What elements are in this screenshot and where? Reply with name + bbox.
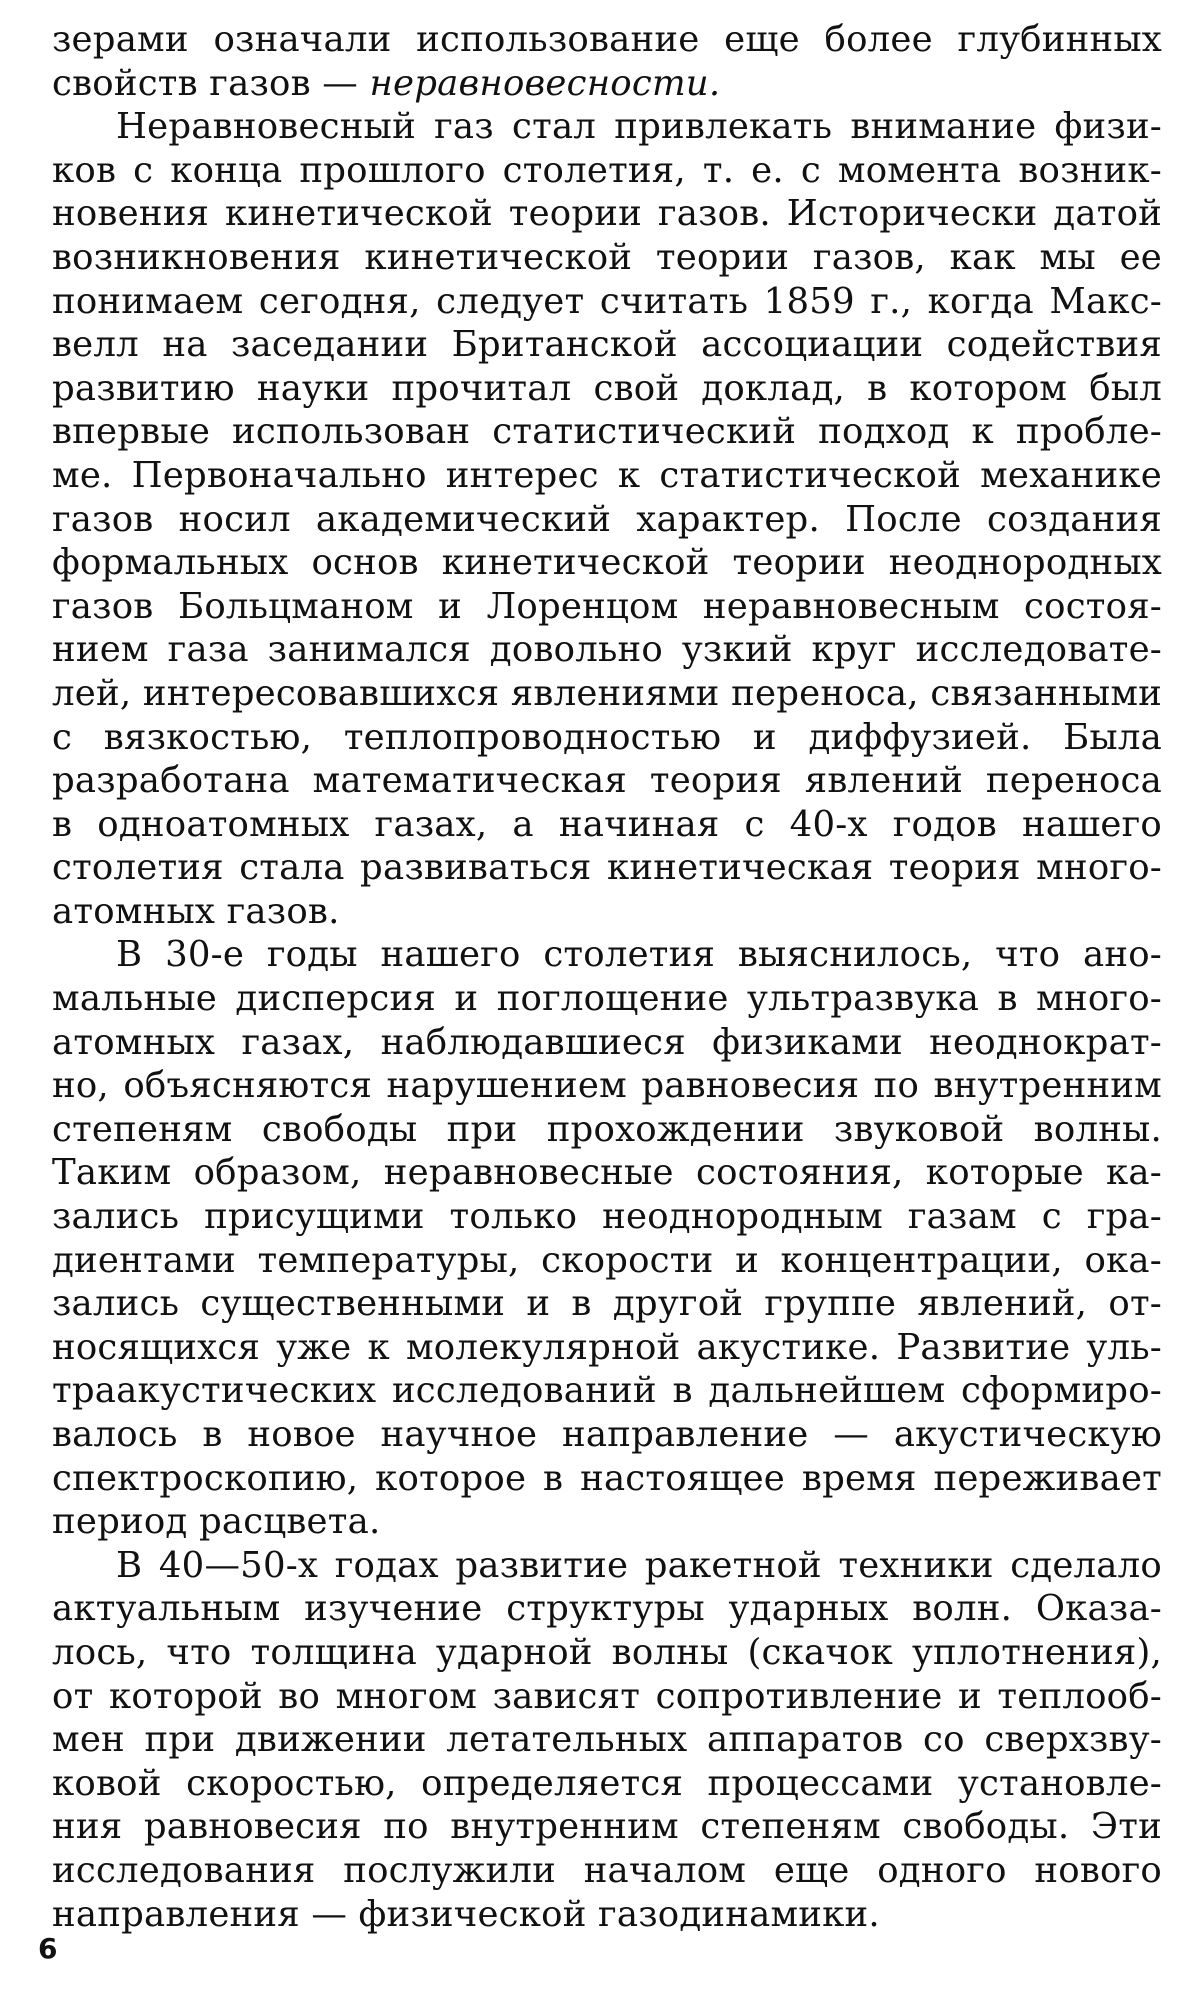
text-line: зались присущими только неоднородным газам с гра- <box>52 1196 1162 1238</box>
paragraph-1 <box>52 18 1162 105</box>
text-line: В 30-е годы нашего столетия выяснилось, что ано- <box>116 934 1162 976</box>
text-line: газов носил академический характер. После создания <box>52 498 1162 540</box>
text-line: в одноатомных газах, а начиная с 40-х годов нашего <box>52 803 1162 845</box>
text-line: мен при движении летательных аппаратов со сверхзву- <box>52 1719 1162 1761</box>
text-line: степеням свободы при прохождении звуковой волны. <box>52 1108 1162 1150</box>
text-line: Таким образом, неравновесные состояния, которые ка- <box>52 1152 1162 1194</box>
text-line: период расцвета. <box>52 1501 381 1543</box>
text-line: ков с конца прошлого столетия, т. е. с момента возник- <box>52 149 1162 191</box>
text-line: новения кинетической теории газов. Исторически датой <box>52 193 1162 235</box>
text-line: валось в новое научное направление — акустическую <box>52 1414 1162 1455</box>
text-line: нием газа занимался довольно узкий круг исследовате- <box>52 629 1162 671</box>
text-line: с вязкостью, теплопроводностью и диффузией. Была <box>52 716 1162 758</box>
text-line: направления — физической газодинамики. <box>52 1893 880 1935</box>
page-number: 6 <box>38 1932 58 1965</box>
text-line-lead: свойств газов — <box>52 62 370 104</box>
text-line: ме. Первоначально интерес к статистической механике <box>52 454 1162 496</box>
text-line: траакустических исследований в дальнейшем сформиро- <box>52 1370 1162 1412</box>
text-line <box>52 62 1162 106</box>
text-line: атомных газах, наблюдавшиеся физиками неоднократ- <box>52 1021 1162 1063</box>
italic-term: неравновесности. <box>369 62 721 104</box>
text-line: формальных основ кинетической теории неоднородных <box>52 542 1162 584</box>
paragraph-2 <box>52 105 1162 933</box>
text-line: впервые использован статистический подход к пробле- <box>52 411 1162 453</box>
text-line: исследования послужили началом еще одного нового <box>52 1849 1162 1891</box>
text-line: велл на заседании Британской ассоциации содействия <box>52 324 1162 366</box>
text-line: возникновения кинетической теории газов, как мы ее <box>52 236 1162 278</box>
paragraph-4 <box>52 1544 1162 1936</box>
text-line: зерами означали использование еще более глубинных <box>52 19 1162 60</box>
text-line: газов Больцманом и Лоренцом неравновесным состоя- <box>52 585 1162 627</box>
text-line: понимаем сегодня, следует считать 1859 г., когда Макс- <box>52 280 1162 322</box>
text-line: В 40—50-х годах развитие ракетной техники сделало <box>116 1544 1162 1586</box>
text-line: атомных газов. <box>52 890 340 932</box>
text-line: спектроскопию, которое в настоящее время переживает <box>52 1457 1162 1499</box>
text-line: от которой во многом зависят сопротивление и теплооб- <box>52 1675 1162 1717</box>
page-body <box>52 18 1162 1936</box>
text-line: зались существенными и в другой группе явлений, от- <box>52 1283 1162 1325</box>
text-line: актуальным изучение структуры ударных волн. Оказа- <box>52 1588 1162 1630</box>
text-line: развитию науки прочитал свой доклад, в котором был <box>52 367 1162 409</box>
text-line: но, объясняются нарушением равновесия по внутренним <box>52 1065 1162 1107</box>
paragraph-3 <box>52 933 1162 1543</box>
text-line: лось, что толщина ударной волны (скачок уплотнения), <box>52 1631 1162 1673</box>
text-line: Неравновесный газ стал привлекать внимание физи- <box>116 106 1162 148</box>
text-line: мальные дисперсия и поглощение ультразвука в много- <box>52 978 1162 1020</box>
text-line: столетия стала развиваться кинетическая теория много- <box>52 847 1162 889</box>
text-line: ковой скоростью, определяется процессами установле- <box>52 1762 1162 1804</box>
text-line: ния равновесия по внутренним степеням свободы. Эти <box>52 1806 1162 1848</box>
text-line: носящихся уже к молекулярной акустике. Развитие уль- <box>52 1326 1162 1368</box>
text-line: диентами температуры, скорости и концентрации, ока- <box>52 1239 1162 1281</box>
text-line: лей, интересовавшихся явлениями переноса, связанными <box>52 672 1162 714</box>
text-line: разработана математическая теория явлений переноса <box>52 760 1162 802</box>
